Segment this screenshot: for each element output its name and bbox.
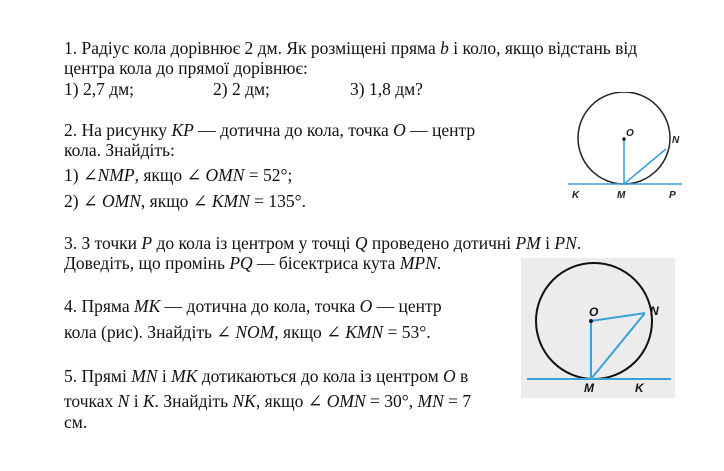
task4-line2: кола (рис). Знайдіть ∠ NOM, якщо ∠ KMN = 53°. [64,322,431,342]
figure-1-circle-tangent [562,92,688,204]
figure1-label-k: K [572,190,580,201]
task4-line1: 4. Пряма MK — дотична до кола, точка O — центр [64,296,442,316]
task2-line2: кола. Знайдіть: [64,140,175,160]
task1-line1: 1. Радіус кола дорівнює 2 дм. Як розміщені пряма b і коло, якщо відстань від [64,38,638,58]
task3-line2: Доведіть, що промінь PQ — бісектриса кута MPN. [64,253,442,273]
task5-line3: см. [64,412,88,432]
task3-line1: 3. З точки P до кола із центром у точці Q проведено дотичні PM і PN. [64,233,582,253]
task2-line1: 2. На рисунку KP — дотична до кола, точка O — центр [64,120,476,140]
figure1-label-p: P [669,190,676,201]
task5-line1: 5. Прямі MN і MK дотикаються до кола із центром O в [64,366,469,386]
figure2-label-o: O [589,305,599,319]
figure1-label-m: M [617,190,626,201]
figure1-label-n: N [672,135,680,146]
figure2-label-k: K [635,381,644,395]
task1-option-2: 2) 2 дм; [213,79,270,99]
task1-option-3: 3) 1,8 дм? [350,79,423,99]
task2-item1: 1) ∠NMP, якщо ∠ OMN = 52°; [64,165,293,185]
figure2-center-point [589,319,593,323]
task1-option-1: 1) 2,7 дм; [64,79,135,99]
task5-line2: точках N і K. Знайдіть NK, якщо ∠ OMN = 30°, MN = 7 [64,391,472,411]
figure-2-circle-tangent [521,258,675,398]
figure2-label-m: M [584,381,594,395]
task1-line2: центра кола до прямої дорівнює: [64,58,308,78]
task2-item2: 2) ∠ OMN, якщо ∠ KMN = 135°. [64,191,307,211]
figure2-label-n: N [650,304,659,318]
figure1-label-o: O [626,128,634,139]
